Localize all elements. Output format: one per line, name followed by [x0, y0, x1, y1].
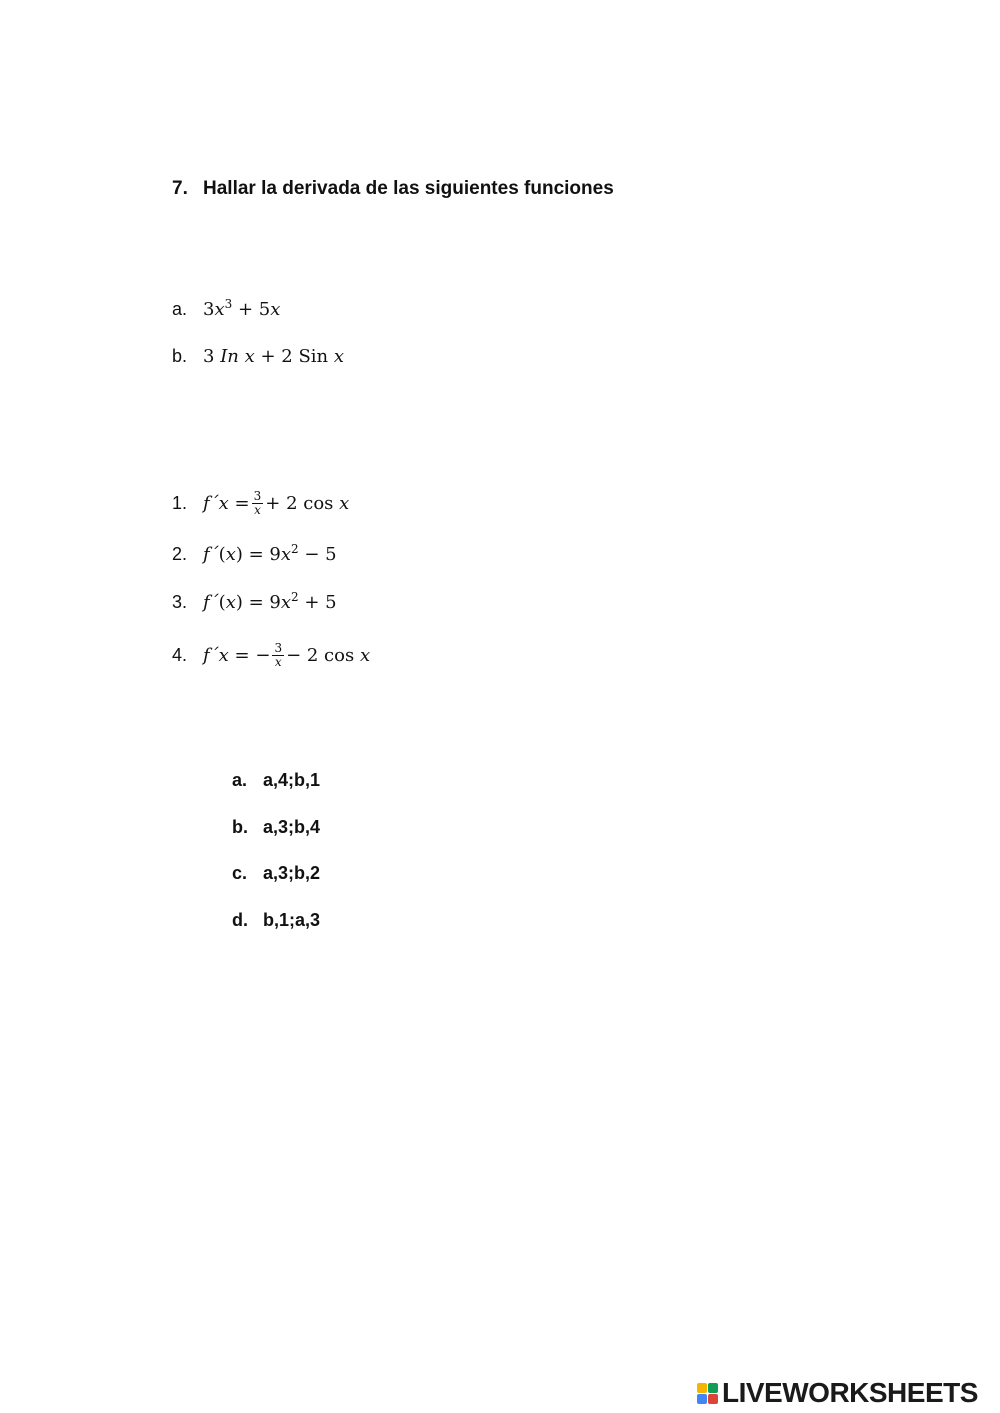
derivative-4	[172, 642, 370, 669]
option-label: b.	[232, 817, 248, 837]
logo-text: LIVEWORKSHEETS	[722, 1377, 978, 1408]
question-number: 7.	[172, 178, 188, 199]
derivative-expression: f´x = − $\frac{3}{x}$ − 2 cos x	[203, 641, 371, 669]
function-expression: $3x^3 + 5x$	[203, 297, 281, 320]
option-b[interactable]	[232, 817, 320, 838]
question-text: Hallar la derivada de las siguientes funciones	[203, 178, 614, 199]
function-b	[172, 346, 344, 367]
derivative-1	[172, 490, 349, 517]
derivative-3	[172, 592, 337, 613]
derivative-2	[172, 544, 337, 565]
option-label: a.	[232, 770, 248, 790]
logo-block	[708, 1383, 718, 1393]
function-label: a.	[172, 299, 188, 319]
option-label: c.	[232, 863, 248, 883]
derivative-label: 4.	[172, 644, 188, 665]
question-heading	[172, 178, 614, 200]
derivative-expression: f´(x) = $9x^2 + 5$	[203, 590, 337, 613]
liveworksheets-logo	[697, 1378, 978, 1408]
option-d[interactable]	[232, 910, 320, 931]
function-expression: 3 In x + 2 Sin x	[203, 346, 345, 367]
option-text: b,1;a,3	[263, 910, 321, 930]
logo-blocks-icon	[697, 1383, 718, 1404]
derivative-label: 3.	[172, 592, 188, 612]
option-a[interactable]	[232, 770, 320, 791]
logo-block	[697, 1394, 707, 1404]
option-label: d.	[232, 910, 248, 930]
derivative-label: 2.	[172, 544, 188, 564]
function-label: b.	[172, 346, 188, 366]
logo-block	[697, 1383, 707, 1393]
function-a	[172, 299, 280, 320]
logo-block	[708, 1394, 718, 1404]
option-text: a,4;b,1	[263, 770, 321, 790]
derivative-expression: f´(x) = $9x^2 - 5$	[203, 542, 337, 565]
derivative-label: 1.	[172, 492, 188, 513]
derivative-expression: f´x = $\frac{3}{x}$ + 2 cos x	[203, 489, 350, 517]
option-text: a,3;b,4	[263, 817, 321, 837]
option-c[interactable]	[232, 863, 320, 884]
option-text: a,3;b,2	[263, 863, 321, 883]
